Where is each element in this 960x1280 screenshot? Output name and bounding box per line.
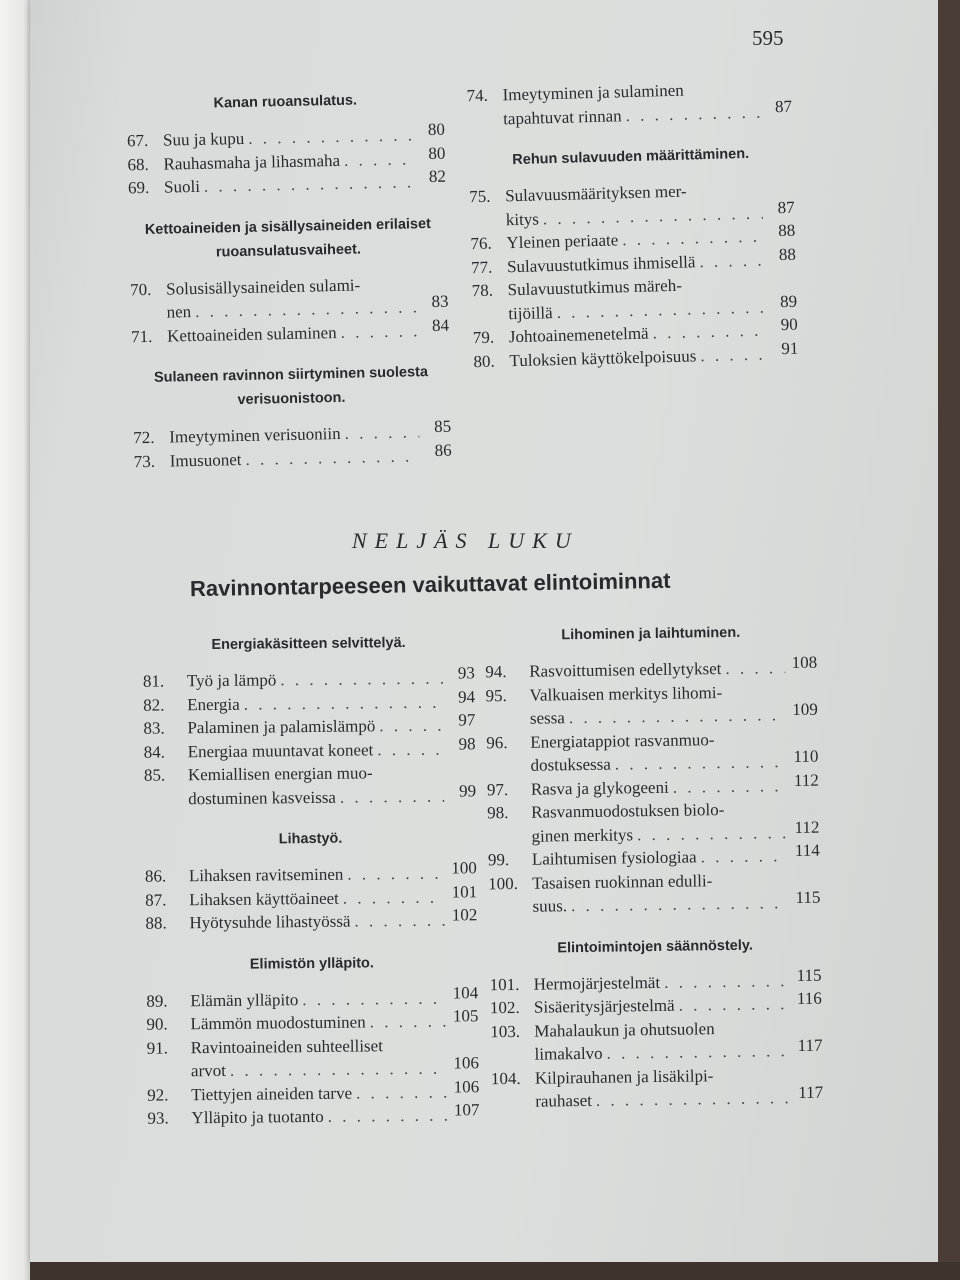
indent xyxy=(472,302,509,326)
entry-number: 88. xyxy=(145,913,167,933)
dot-leader xyxy=(678,992,790,1017)
entry-title: Elämän ylläpito xyxy=(190,989,299,1010)
entry-title: Työ ja lämpö xyxy=(186,670,277,691)
dot-leader xyxy=(204,170,415,198)
entry-title: Palaminen ja palamislämpö xyxy=(187,716,376,738)
entry-page: 88 xyxy=(777,220,796,241)
toc-entry-line xyxy=(146,1006,479,1036)
entry-page: 106 xyxy=(453,1053,480,1073)
toc-entry-line xyxy=(147,1053,480,1083)
facing-page-edge xyxy=(0,0,34,1280)
entry-title: Laihtumisen fysiologiaa xyxy=(531,847,697,869)
entry-title: Johtoainemenetelmä xyxy=(508,323,649,347)
entry-number: 68. xyxy=(127,154,149,174)
toc-column-top-left xyxy=(126,87,452,474)
toc-entry xyxy=(144,858,477,888)
entry-page: 87 xyxy=(777,197,795,217)
entry-number: 71. xyxy=(130,326,153,346)
entry-title: Hermojärjestelmät xyxy=(533,972,661,994)
toc-entry-line xyxy=(144,858,477,888)
entry-title: Lihaksen käyttöaineet xyxy=(189,888,339,909)
toc-entry-line xyxy=(143,686,476,717)
toc-entry xyxy=(146,982,479,1013)
entry-page: 94 xyxy=(457,686,476,706)
indent xyxy=(467,107,504,131)
dot-leader xyxy=(700,844,788,869)
entry-title: Imeytyminen verisuoniin xyxy=(169,423,341,447)
toc-entry xyxy=(143,686,476,717)
toc-entry-line xyxy=(144,780,477,811)
toc-entry-line xyxy=(490,1035,823,1067)
entry-page: 102 xyxy=(451,905,478,925)
entry-title: Sisäeritysjärjestelmä xyxy=(533,995,675,1017)
dot-leader xyxy=(673,774,787,799)
dot-leader xyxy=(625,100,760,127)
section-heading: Lihastyö. xyxy=(278,830,343,848)
toc-entry xyxy=(466,76,792,131)
entry-title: Rasvoittumisen edellytykset xyxy=(529,659,722,681)
entry-number: 75. xyxy=(468,186,491,207)
dot-leader xyxy=(571,891,789,918)
page-number: 595 xyxy=(752,26,784,50)
entry-title-continued: suus. xyxy=(532,896,568,916)
toc-entry-line xyxy=(142,663,475,693)
entry-page: 112 xyxy=(794,817,820,837)
toc-entry xyxy=(487,797,820,849)
entry-page: 80 xyxy=(427,119,446,140)
indent xyxy=(470,208,507,232)
toc-entry xyxy=(490,1015,823,1067)
toc-entry xyxy=(488,867,821,919)
dot-leader xyxy=(370,1010,447,1034)
entry-title-continued: rauhaset xyxy=(535,1090,593,1111)
entry-number: 85. xyxy=(143,765,166,785)
entry-page: 110 xyxy=(793,746,819,767)
entry-title: Sulavuustutkimus märeh- xyxy=(507,275,683,300)
entry-number: 67. xyxy=(126,130,149,151)
entry-page: 105 xyxy=(452,1006,479,1026)
section-heading: Elintoimintojen säännöstely. xyxy=(557,937,753,956)
toc-column-bottom-right xyxy=(485,620,824,1114)
entry-page: 99 xyxy=(458,780,477,800)
entry-title: Solusisällysaineiden sulami- xyxy=(165,275,361,299)
entry-page: 109 xyxy=(792,699,818,720)
indent xyxy=(490,1043,534,1067)
entry-page: 84 xyxy=(431,315,450,335)
entry-number: 98. xyxy=(487,803,509,823)
entry-page: 93 xyxy=(457,663,475,683)
entry-title: Kemiallisen energian muo- xyxy=(187,763,373,785)
entry-title: Tuloksien käyttökelpoisuus xyxy=(509,345,697,370)
entry-title: Ylläpito ja tuotanto xyxy=(191,1106,324,1128)
entry-page: 106 xyxy=(453,1076,480,1097)
toc-entry xyxy=(142,663,475,693)
entry-page: 82 xyxy=(428,166,447,187)
entry-title: Kilpirauhanen ja lisäkilpi- xyxy=(534,1065,714,1088)
dot-leader xyxy=(248,123,413,150)
toc-entry-line xyxy=(486,699,818,731)
dot-leader xyxy=(230,1057,447,1083)
background-bottom xyxy=(30,1262,960,1280)
entry-number: 93. xyxy=(147,1108,169,1128)
entry-page: 91 xyxy=(781,338,799,358)
section-heading: Sulaneen ravinnon siirtyminen suolesta verisuonistoon. xyxy=(153,364,429,409)
entry-number: 87. xyxy=(145,890,167,910)
toc-entry xyxy=(147,1033,479,1083)
toc-entry xyxy=(486,770,819,801)
dot-leader xyxy=(664,969,790,994)
entry-page: 87 xyxy=(774,96,793,116)
toc-entry xyxy=(144,760,476,810)
entry-number: 104. xyxy=(490,1068,521,1088)
entry-number: 100. xyxy=(488,873,519,893)
dot-leader xyxy=(328,1104,448,1129)
background-right xyxy=(938,0,960,1280)
dot-leader xyxy=(340,319,417,344)
section-heading: Kanan ruoansulatus. xyxy=(213,92,358,112)
dot-leader xyxy=(354,909,445,933)
dot-leader xyxy=(347,862,445,887)
entry-number: 73. xyxy=(133,451,156,471)
toc-entry xyxy=(489,988,822,1020)
dot-leader xyxy=(302,986,446,1011)
dot-leader xyxy=(379,714,443,738)
entry-title: Lihaksen ravitseminen xyxy=(188,864,344,886)
entry-title-continued: nen xyxy=(166,302,192,322)
chapter-title: Ravinnontarpeeseen vaikuttavat elintoiminnat xyxy=(189,567,671,602)
toc-entry xyxy=(471,271,797,326)
entry-number: 90. xyxy=(146,1014,168,1034)
entry-title: Mahalaukun ja ohutsuolen xyxy=(534,1018,715,1041)
entry-number: 72. xyxy=(133,427,155,448)
entry-title-continued: arvot xyxy=(190,1060,227,1081)
entry-title-continued: sessa xyxy=(529,708,565,728)
entry-number: 79. xyxy=(472,327,495,348)
entry-number: 84. xyxy=(143,742,165,762)
entry-title: Energia xyxy=(187,694,240,714)
dot-leader xyxy=(569,703,786,730)
entry-number: 99. xyxy=(487,850,510,870)
dot-leader xyxy=(340,784,444,809)
entry-title: Energiaa muuntavat koneet xyxy=(187,739,374,761)
indent xyxy=(144,787,188,811)
toc-column-bottom-left xyxy=(142,630,479,1130)
entry-page: 100 xyxy=(451,858,477,878)
toc-entry xyxy=(147,1076,480,1107)
entry-title-continued: tapahtuvat rinnan xyxy=(502,105,622,128)
entry-title: Tasaisen ruokinnan edulli- xyxy=(532,870,713,893)
indent xyxy=(486,707,530,731)
entry-page: 104 xyxy=(452,982,479,1003)
entry-number: 83. xyxy=(143,718,165,738)
dot-leader xyxy=(637,821,788,847)
dot-leader xyxy=(356,1080,447,1104)
toc-entry-line xyxy=(485,652,818,684)
dot-leader xyxy=(699,248,764,273)
toc-entry xyxy=(145,905,478,935)
toc-entry-line xyxy=(491,1082,824,1114)
entry-page: 107 xyxy=(453,1100,480,1120)
dot-leader xyxy=(652,319,766,345)
entry-number: 103. xyxy=(490,1021,521,1041)
entry-title: Valkuaisen merkitys lihomi- xyxy=(529,682,723,705)
entry-number: 101. xyxy=(489,974,520,994)
section-heading: Kettoaineiden ja sisällysaineiden erilaiset ruoansulatusvaiheet. xyxy=(144,215,432,261)
entry-title: Imusuonet xyxy=(169,449,242,471)
toc-entry xyxy=(485,652,818,684)
entry-number: 102. xyxy=(489,997,520,1018)
toc-entry-line xyxy=(147,1100,480,1130)
entry-page: 116 xyxy=(796,988,822,1009)
entry-number: 91. xyxy=(146,1038,169,1058)
toc-entry-line xyxy=(145,905,478,935)
entry-title-continued: limakalvo xyxy=(534,1043,603,1064)
entry-number: 89. xyxy=(146,991,168,1011)
dot-leader xyxy=(615,750,787,776)
entry-page: 88 xyxy=(778,244,797,264)
indent xyxy=(130,301,166,325)
toc-entry-line xyxy=(487,840,820,872)
toc-entry-line xyxy=(488,887,821,919)
dot-leader xyxy=(377,737,444,761)
entry-page: 117 xyxy=(797,1035,823,1056)
toc-entry-line xyxy=(147,1033,479,1060)
indent xyxy=(491,1090,535,1114)
entry-title: Sulavuusmäärityksen mer- xyxy=(504,181,687,206)
indent xyxy=(488,895,532,919)
entry-number: 97. xyxy=(486,779,509,799)
dot-leader xyxy=(596,1086,792,1112)
section-heading: Energiakäsitteen selvittelyä. xyxy=(211,634,406,654)
entry-number: 81. xyxy=(142,671,165,691)
entry-number: 77. xyxy=(470,257,493,277)
entry-number: 80. xyxy=(473,351,496,371)
entry-number: 74. xyxy=(466,85,489,106)
toc-entry xyxy=(145,881,478,912)
toc-entry-line xyxy=(489,988,822,1020)
entry-number: 96. xyxy=(486,732,508,752)
entry-title: Sulavuustutkimus ihmisellä xyxy=(506,251,696,276)
entry-number: 76. xyxy=(470,233,492,254)
toc-column-top-right xyxy=(466,76,798,373)
entry-title: Kettoaineiden sulaminen xyxy=(166,322,337,346)
entry-number: 92. xyxy=(147,1085,169,1105)
toc-entry xyxy=(486,726,819,778)
toc-entry xyxy=(146,1006,479,1036)
toc-entry xyxy=(485,679,818,731)
entry-title-continued: tijöillä xyxy=(508,302,553,323)
entry-title: Tiettyjen aineiden tarve xyxy=(191,1083,353,1104)
entry-title: Suoli xyxy=(163,176,201,197)
toc-entry xyxy=(469,177,795,232)
toc-entry-line xyxy=(147,1076,480,1107)
entry-number: 82. xyxy=(143,695,165,715)
entry-title-continued: dostuksessa xyxy=(530,754,611,775)
entry-title-continued: kitys xyxy=(505,208,540,229)
entry-title-continued: dostuminen kasveissa xyxy=(188,787,337,808)
chapter-label: NELJÄS LUKU xyxy=(352,528,579,553)
entry-title: Lämmön muodostuminen xyxy=(190,1012,366,1034)
entry-title: Yleinen periaate xyxy=(506,230,619,253)
entry-title: Ravintoaineiden suhteelliset xyxy=(190,1035,383,1057)
entry-page: 117 xyxy=(798,1082,824,1103)
toc-entry xyxy=(491,1062,824,1114)
entry-page: 112 xyxy=(793,770,819,790)
entry-title: Rauhasmaha ja lihasmaha xyxy=(163,150,341,174)
entry-title: Suu ja kupu xyxy=(162,128,245,150)
entry-page: 86 xyxy=(434,440,452,460)
entry-page: 83 xyxy=(431,291,449,312)
dot-leader xyxy=(245,444,420,471)
section-heading: Rehun sulavuuden määrittäminen. xyxy=(512,145,750,169)
dot-leader xyxy=(280,667,443,692)
toc-entry xyxy=(130,271,449,325)
toc-entry-line xyxy=(486,770,819,801)
indent xyxy=(147,1059,191,1083)
entry-page: 85 xyxy=(433,416,452,436)
dot-leader xyxy=(606,1039,790,1065)
entry-number: 86. xyxy=(144,866,167,886)
toc-entry-line xyxy=(143,733,476,764)
entry-title: Imeytyminen ja sulaminen xyxy=(502,80,685,105)
toc-entry xyxy=(487,840,820,872)
dot-leader xyxy=(344,420,419,445)
indent xyxy=(486,754,530,778)
entry-title: Hyötysuhde lihastyössä xyxy=(189,911,351,933)
entry-page: 89 xyxy=(779,291,798,311)
toc-entry-line xyxy=(144,760,476,787)
section-heading: Elimistön ylläpito. xyxy=(249,954,374,973)
dot-leader xyxy=(344,147,414,172)
entry-number: 94. xyxy=(485,662,507,682)
dot-leader xyxy=(700,342,767,367)
entry-page: 108 xyxy=(791,652,818,673)
indent xyxy=(487,824,531,848)
entry-page: 98 xyxy=(458,733,476,753)
entry-number: 78. xyxy=(471,280,494,301)
toc-entry-line xyxy=(146,982,479,1013)
entry-page: 97 xyxy=(458,710,476,730)
toc-entry xyxy=(143,733,476,764)
entry-number: 95. xyxy=(485,685,507,705)
toc-entry-line xyxy=(145,881,478,912)
entry-title: Rasva ja glykogeeni xyxy=(530,777,669,799)
entry-page: 115 xyxy=(795,887,821,908)
dot-leader xyxy=(244,690,444,716)
entry-title: Rasvanmuodostuksen biolo- xyxy=(531,800,725,822)
entry-number: 70. xyxy=(129,279,152,299)
entry-page: 90 xyxy=(780,314,798,335)
entry-title: Energiatappiot rasvanmuo- xyxy=(530,729,715,752)
dot-leader xyxy=(725,656,785,680)
entry-page: 80 xyxy=(428,143,446,163)
entry-title-continued: ginen merkitys xyxy=(531,824,634,846)
entry-page: 115 xyxy=(796,965,822,985)
entry-number: 69. xyxy=(127,177,150,198)
toc-entry xyxy=(143,710,476,740)
entry-page: 114 xyxy=(794,840,820,861)
toc-entry xyxy=(147,1100,480,1130)
entry-page: 101 xyxy=(451,881,478,902)
dot-leader xyxy=(343,885,446,910)
toc-entry-line xyxy=(143,710,476,740)
section-heading: Lihominen ja laihtuminen. xyxy=(561,624,741,644)
